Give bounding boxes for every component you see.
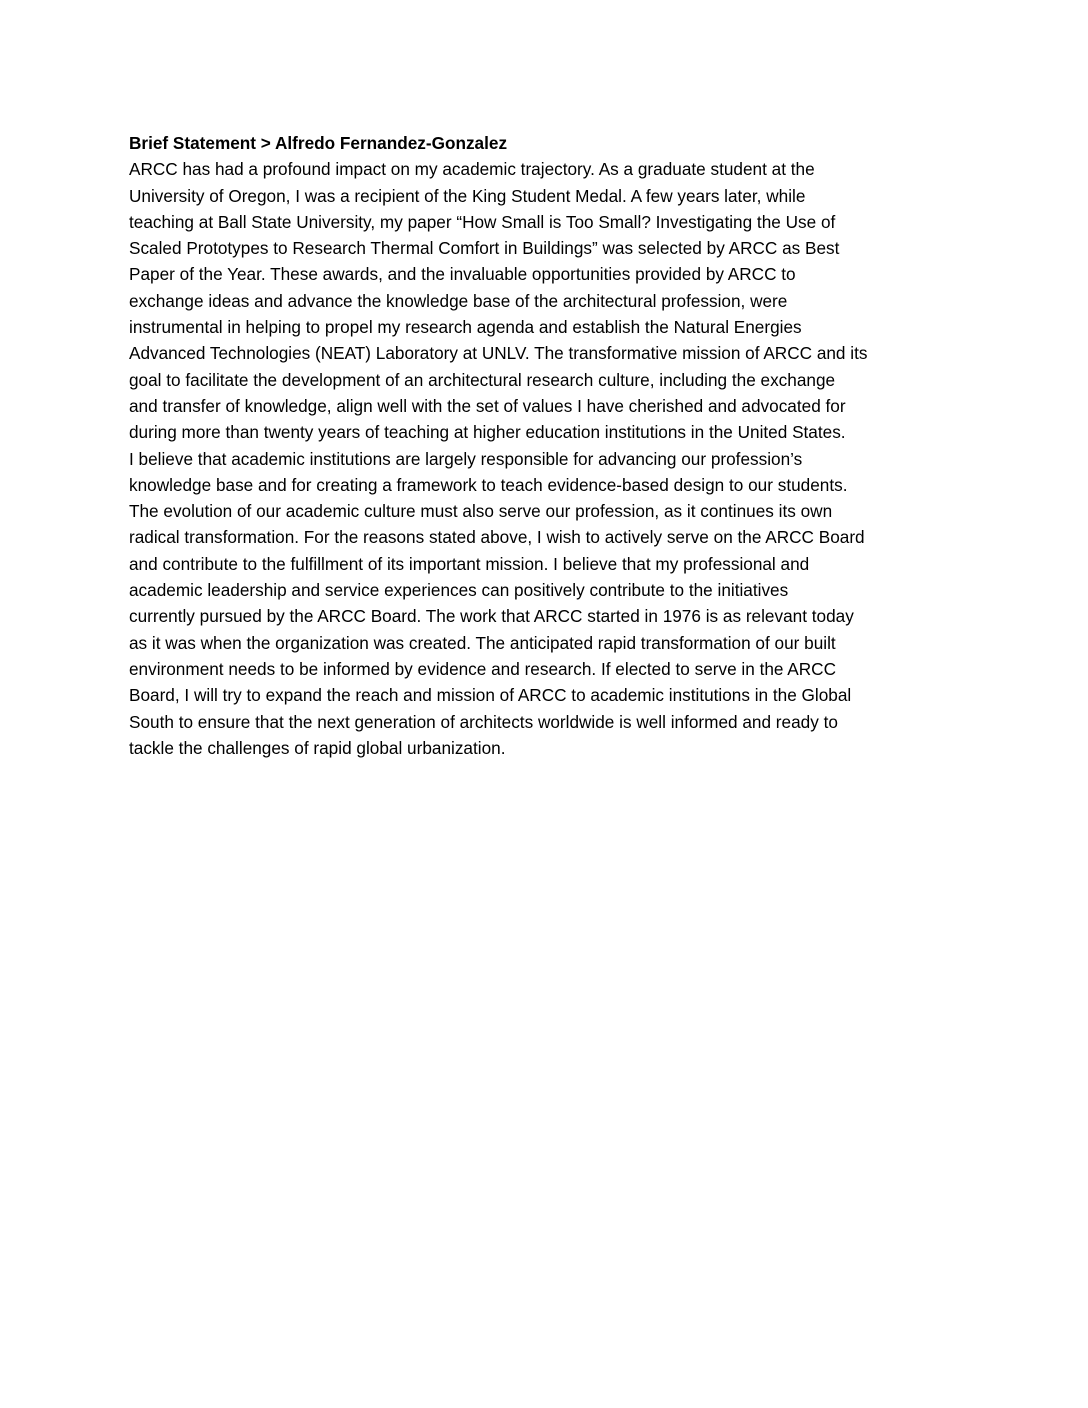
body-line: goal to facilitate the development of an architectural research culture, including the exchange xyxy=(129,369,836,390)
body-line: and transfer of knowledge, align well with the set of values I have cherished and advocated for xyxy=(129,395,846,416)
body-line: as it was when the organization was created. The anticipated rapid transformation of our built xyxy=(129,632,836,653)
body-line: exchange ideas and advance the knowledge base of the architectural profession, were xyxy=(129,290,788,311)
body-line: Board, I will try to expand the reach and mission of ARCC to academic institutions in the Global xyxy=(129,685,852,706)
body-line: instrumental in helping to propel my research agenda and establish the Natural Energies xyxy=(129,317,802,338)
body-line: environment needs to be informed by evidence and research. If elected to serve in the ARCC xyxy=(129,658,836,679)
body-line: South to ensure that the next generation of architects worldwide is well informed and ready to xyxy=(129,711,838,732)
body-line: radical transformation. For the reasons stated above, I wish to actively serve on the ARCC Board xyxy=(129,527,865,548)
body-line: Scaled Prototypes to Research Thermal Comfort in Buildings” was selected by ARCC as Best xyxy=(129,238,840,259)
body-line: tackle the challenges of rapid global urbanization. xyxy=(129,737,506,758)
body-line: and contribute to the fulfillment of its important mission. I believe that my professional and xyxy=(129,553,810,574)
statement-heading: Brief Statement > Alfredo Fernandez-Gonzalez xyxy=(129,133,508,153)
body-line: during more than twenty years of teaching at higher education institutions in the United States. xyxy=(129,422,846,443)
body-line: Paper of the Year. These awards, and the invaluable opportunities provided by ARCC to xyxy=(129,264,796,285)
body-line: I believe that academic institutions are largely responsible for advancing our profession’s xyxy=(129,448,803,469)
statement-body xyxy=(129,156,979,761)
body-line: academic leadership and service experiences can positively contribute to the initiatives xyxy=(129,580,789,601)
body-line: knowledge base and for creating a framework to teach evidence-based design to our students. xyxy=(129,474,848,495)
statement-block xyxy=(129,130,979,761)
body-line: currently pursued by the ARCC Board. The work that ARCC started in 1976 is as relevant today xyxy=(129,606,854,627)
body-line: Advanced Technologies (NEAT) Laboratory at UNLV. The transformative mission of ARCC and its xyxy=(129,343,868,364)
body-line: teaching at Ball State University, my paper “How Small is Too Small? Investigating the Use of xyxy=(129,211,836,232)
body-line: University of Oregon, I was a recipient of the King Student Medal. A few years later, while xyxy=(129,185,806,206)
body-line: ARCC has had a profound impact on my academic trajectory. As a graduate student at the xyxy=(129,159,815,180)
body-line: The evolution of our academic culture must also serve our profession, as it continues its own xyxy=(129,501,833,522)
